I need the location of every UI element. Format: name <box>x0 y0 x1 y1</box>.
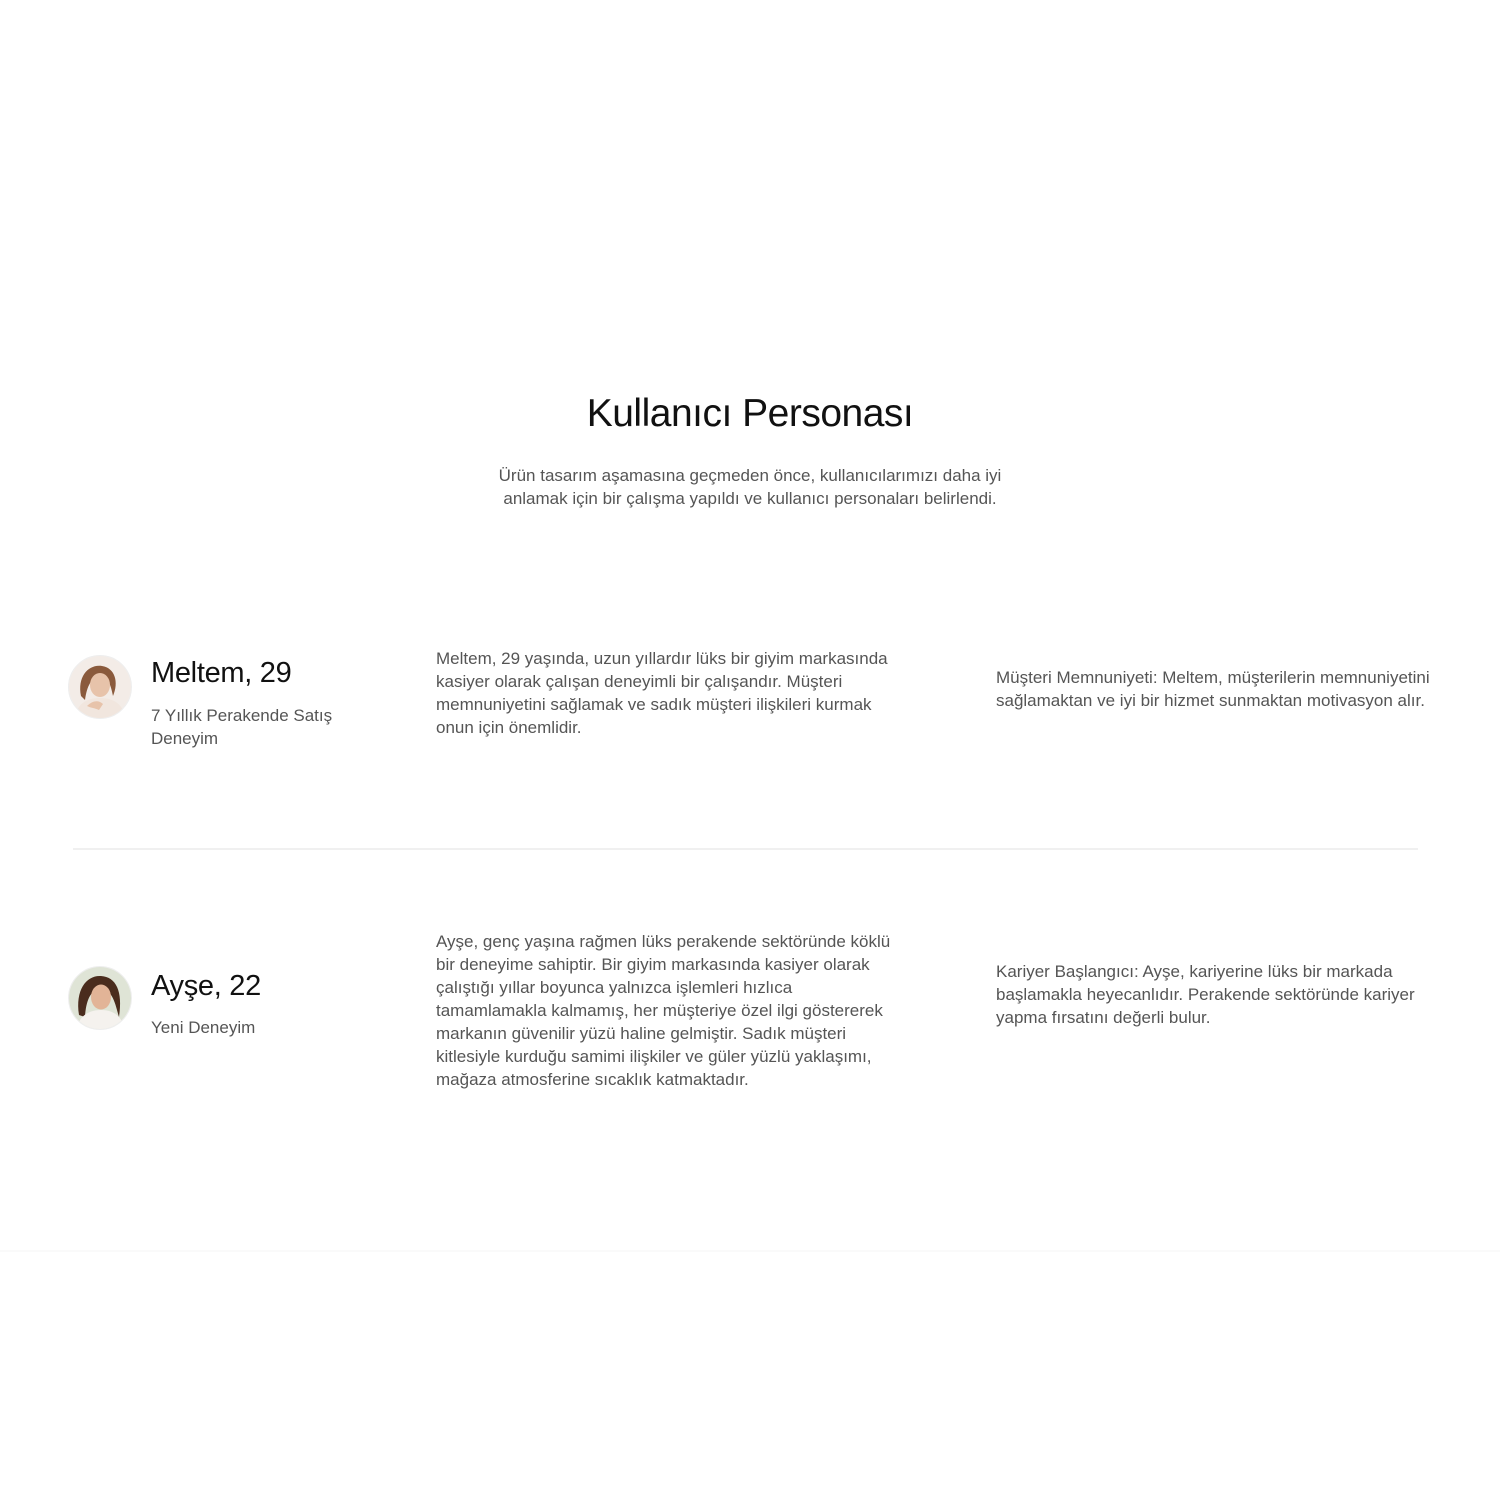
persona-name: Ayşe, 22 <box>151 970 261 1002</box>
persona-motivation: Müşteri Memnuniyeti: Meltem, müşterilerin memnuniyetini sağlamaktan ve iyi bir hizmet sunmaktan motivasyon alır. <box>996 668 1430 710</box>
section-bottom-edge <box>0 1250 1500 1252</box>
persona-experience: 7 Yıllık Perakende Satış Deneyim <box>151 706 333 748</box>
divider <box>73 848 1418 850</box>
woman-portrait-avatar-icon <box>69 656 131 718</box>
avatar <box>68 966 132 1030</box>
section-title: Kullanıcı Personası <box>586 392 914 435</box>
persona-bio: Ayşe, genç yaşına rağmen lüks perakende sektöründe köklü bir deneyime sahiptir. Bir giyim markasında kasiyer olarak çalıştığı yıllar boyunca yalnızca işlemleri hızlıca tamamlamakla kalmamış, her müşteriye özel ilgi göstererek markanın güvenilir yüzü haline gelmiştir. Sadık müşteri kitlesiyle kurduğu samimi ilişkiler ve güler yüzlü yaklaşımı, mağaza atmosferine sıcaklık katmaktadır. <box>436 932 891 1089</box>
woman-portrait-avatar-icon <box>69 967 131 1029</box>
persona-experience: Yeni Deneyim <box>151 1018 256 1037</box>
persona-name: Meltem, 29 <box>151 657 292 689</box>
section-intro: Ürün tasarım aşamasına geçmeden önce, kullanıcılarımızı daha iyi anlamak için bir çalışma yapıldı ve kullanıcı personaları belirlendi. <box>498 466 1002 508</box>
persona-bio: Meltem, 29 yaşında, uzun yıllardır lüks bir giyim markasında kasiyer olarak çalışan deneyimli bir çalışandır. Müşteri memnuniyetini sağlamak ve sadık müşteri ilişkileri kurmak onun için önemlidir. <box>436 649 888 737</box>
avatar <box>68 655 132 719</box>
persona-motivation: Kariyer Başlangıcı: Ayşe, kariyerine lüks bir markada başlamakla heyecanlıdır. Perakende sektöründe kariyer yapma fırsatını değerli bulur. <box>996 962 1415 1027</box>
